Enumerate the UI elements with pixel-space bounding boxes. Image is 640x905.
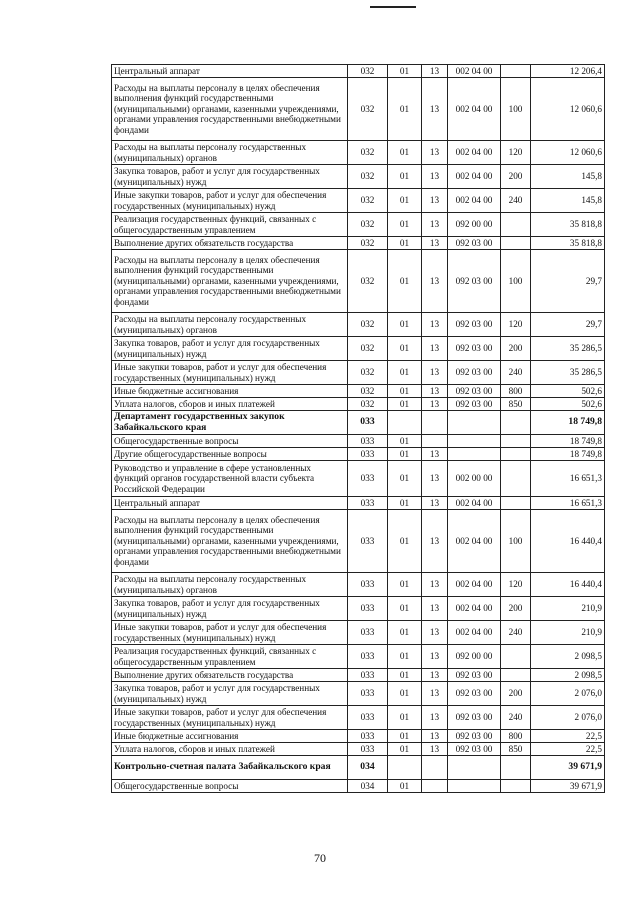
row-rz: 01 (388, 780, 422, 793)
row-rz: 01 (388, 337, 422, 361)
row-ved: 033 (348, 706, 388, 730)
row-vr: 200 (501, 337, 531, 361)
table-row (112, 78, 605, 141)
row-rz: 01 (388, 669, 422, 682)
row-vr (501, 65, 531, 78)
row-csr: 002 04 00 (448, 165, 501, 189)
top-rule (370, 6, 416, 8)
row-name: Иные бюджетные ассигнования (112, 385, 348, 398)
row-name: Общегосударственные вопросы (112, 780, 348, 793)
table-row (112, 730, 605, 743)
row-name: Иные закупки товаров, работ и услуг для обеспечения государственных (муниципальных) нужд (112, 621, 348, 645)
row-name: Выполнение других обязательств государства (112, 669, 348, 682)
row-csr: 092 03 00 (448, 398, 501, 411)
row-rz: 01 (388, 213, 422, 237)
row-amount: 2 098,5 (531, 645, 605, 669)
row-vr: 800 (501, 730, 531, 743)
row-csr: 092 00 00 (448, 645, 501, 669)
row-csr: 002 04 00 (448, 189, 501, 213)
row-csr (448, 435, 501, 448)
row-rz: 01 (388, 621, 422, 645)
row-pr: 13 (422, 313, 448, 337)
row-ved: 033 (348, 573, 388, 597)
row-rz: 01 (388, 78, 422, 141)
row-vr (501, 237, 531, 250)
row-ved: 033 (348, 411, 388, 435)
row-pr: 13 (422, 398, 448, 411)
row-ved: 033 (348, 621, 388, 645)
row-vr (501, 213, 531, 237)
row-pr: 13 (422, 65, 448, 78)
row-rz: 01 (388, 510, 422, 573)
row-ved: 032 (348, 361, 388, 385)
row-pr: 13 (422, 337, 448, 361)
row-amount: 35 286,5 (531, 361, 605, 385)
row-rz: 01 (388, 435, 422, 448)
row-rz: 01 (388, 313, 422, 337)
row-ved: 032 (348, 385, 388, 398)
row-amount: 210,9 (531, 621, 605, 645)
row-ved: 033 (348, 645, 388, 669)
row-vr: 100 (501, 250, 531, 313)
row-amount: 18 749,8 (531, 435, 605, 448)
row-csr: 002 04 00 (448, 597, 501, 621)
row-amount: 18 749,8 (531, 448, 605, 461)
row-name: Центральный аппарат (112, 497, 348, 510)
row-csr: 092 03 00 (448, 361, 501, 385)
row-pr: 13 (422, 573, 448, 597)
row-csr: 092 03 00 (448, 682, 501, 706)
row-ved: 033 (348, 435, 388, 448)
row-csr: 092 00 00 (448, 213, 501, 237)
table-row (112, 448, 605, 461)
table-row (112, 337, 605, 361)
row-csr: 002 04 00 (448, 65, 501, 78)
table-row (112, 645, 605, 669)
row-amount: 2 098,5 (531, 669, 605, 682)
row-pr: 13 (422, 597, 448, 621)
row-amount: 12 206,4 (531, 65, 605, 78)
row-pr: 13 (422, 510, 448, 573)
row-vr: 240 (501, 621, 531, 645)
row-vr: 850 (501, 743, 531, 756)
row-name: Реализация государственных функций, связанных с общегосударственным управлением (112, 213, 348, 237)
row-amount: 39 671,9 (531, 756, 605, 780)
table-row (112, 621, 605, 645)
row-ved: 033 (348, 461, 388, 497)
row-csr: 092 03 00 (448, 730, 501, 743)
row-vr: 240 (501, 706, 531, 730)
row-amount: 16 651,3 (531, 497, 605, 510)
row-rz: 01 (388, 237, 422, 250)
row-amount: 2 076,0 (531, 682, 605, 706)
row-name: Закупка товаров, работ и услуг для государственных (муниципальных) нужд (112, 597, 348, 621)
row-csr: 092 03 00 (448, 250, 501, 313)
row-vr (501, 756, 531, 780)
row-ved: 032 (348, 189, 388, 213)
row-pr: 13 (422, 141, 448, 165)
row-rz: 01 (388, 597, 422, 621)
row-ved: 032 (348, 313, 388, 337)
row-vr (501, 645, 531, 669)
row-pr: 13 (422, 78, 448, 141)
row-ved: 032 (348, 237, 388, 250)
row-name: Расходы на выплаты персоналу государственных (муниципальных) органов (112, 573, 348, 597)
table-row (112, 756, 605, 780)
row-rz: 01 (388, 461, 422, 497)
row-name: Другие общегосударственные вопросы (112, 448, 348, 461)
row-rz: 01 (388, 448, 422, 461)
row-name: Закупка товаров, работ и услуг для государственных (муниципальных) нужд (112, 682, 348, 706)
row-csr: 092 03 00 (448, 706, 501, 730)
row-vr (501, 497, 531, 510)
row-vr: 100 (501, 510, 531, 573)
row-pr: 13 (422, 165, 448, 189)
table-row (112, 669, 605, 682)
row-csr: 092 03 00 (448, 669, 501, 682)
row-csr: 002 04 00 (448, 497, 501, 510)
row-name: Уплата налогов, сборов и иных платежей (112, 398, 348, 411)
row-name: Центральный аппарат (112, 65, 348, 78)
row-vr (501, 435, 531, 448)
row-pr (422, 756, 448, 780)
row-amount: 2 076,0 (531, 706, 605, 730)
row-csr: 002 04 00 (448, 573, 501, 597)
row-ved: 033 (348, 497, 388, 510)
row-pr: 13 (422, 743, 448, 756)
row-csr (448, 448, 501, 461)
row-ved: 033 (348, 669, 388, 682)
row-pr: 13 (422, 213, 448, 237)
row-amount: 35 818,8 (531, 213, 605, 237)
row-rz: 01 (388, 398, 422, 411)
table-row (112, 65, 605, 78)
row-vr (501, 411, 531, 435)
row-csr: 092 03 00 (448, 385, 501, 398)
row-csr: 002 04 00 (448, 78, 501, 141)
row-name: Иные бюджетные ассигнования (112, 730, 348, 743)
row-pr: 13 (422, 645, 448, 669)
row-amount: 145,8 (531, 189, 605, 213)
row-ved: 032 (348, 65, 388, 78)
row-name: Закупка товаров, работ и услуг для государственных (муниципальных) нужд (112, 337, 348, 361)
row-rz: 01 (388, 682, 422, 706)
row-amount: 18 749,8 (531, 411, 605, 435)
table-row (112, 213, 605, 237)
row-rz (388, 411, 422, 435)
row-name: Расходы на выплаты персоналу в целях обеспечения выполнения функций государственными (муниципальными) органами, казенными учреждениями, органами управления государственными внебюджетными фондами (112, 250, 348, 313)
table-body (112, 65, 605, 793)
row-name: Департамент государственных закупок Забайкальского края (112, 411, 348, 435)
table-row (112, 189, 605, 213)
row-vr (501, 461, 531, 497)
row-vr (501, 448, 531, 461)
table-row (112, 510, 605, 573)
row-csr: 002 00 00 (448, 461, 501, 497)
row-vr: 100 (501, 78, 531, 141)
row-pr: 13 (422, 385, 448, 398)
row-csr: 092 03 00 (448, 743, 501, 756)
row-csr: 002 04 00 (448, 621, 501, 645)
table-row (112, 743, 605, 756)
row-csr (448, 411, 501, 435)
row-amount: 35 286,5 (531, 337, 605, 361)
row-ved: 033 (348, 682, 388, 706)
table-row (112, 497, 605, 510)
row-pr (422, 780, 448, 793)
row-pr (422, 411, 448, 435)
row-pr: 13 (422, 189, 448, 213)
row-amount: 502,6 (531, 385, 605, 398)
row-ved: 032 (348, 165, 388, 189)
row-name: Руководство и управление в сфере установленных функций органов государственной власти субъекта Российской Федерации (112, 461, 348, 497)
row-amount: 502,6 (531, 398, 605, 411)
row-amount: 16 440,4 (531, 573, 605, 597)
row-amount: 39 671,9 (531, 780, 605, 793)
row-rz: 01 (388, 250, 422, 313)
row-rz: 01 (388, 743, 422, 756)
row-name: Расходы на выплаты персоналу в целях обеспечения выполнения функций государственными (муниципальными) органами, казенными учреждениями, органами управления государственными внебюджетными фондами (112, 510, 348, 573)
table-row (112, 398, 605, 411)
table-row (112, 237, 605, 250)
row-pr: 13 (422, 461, 448, 497)
row-rz (388, 756, 422, 780)
row-name: Иные закупки товаров, работ и услуг для обеспечения государственных (муниципальных) нужд (112, 189, 348, 213)
row-rz: 01 (388, 573, 422, 597)
row-pr: 13 (422, 669, 448, 682)
row-csr (448, 756, 501, 780)
row-name: Общегосударственные вопросы (112, 435, 348, 448)
row-amount: 29,7 (531, 250, 605, 313)
row-pr: 13 (422, 621, 448, 645)
row-csr: 092 03 00 (448, 313, 501, 337)
row-ved: 034 (348, 780, 388, 793)
row-rz: 01 (388, 361, 422, 385)
table-row (112, 435, 605, 448)
row-vr: 200 (501, 165, 531, 189)
page-number: 70 (314, 851, 326, 865)
row-rz: 01 (388, 189, 422, 213)
row-pr: 13 (422, 448, 448, 461)
row-ved: 033 (348, 597, 388, 621)
row-rz: 01 (388, 165, 422, 189)
row-pr: 13 (422, 497, 448, 510)
row-pr: 13 (422, 730, 448, 743)
table-row (112, 385, 605, 398)
row-ved: 032 (348, 141, 388, 165)
row-csr: 002 04 00 (448, 141, 501, 165)
row-amount: 12 060,6 (531, 78, 605, 141)
row-name: Расходы на выплаты персоналу в целях обеспечения выполнения функций государственными (муниципальными) органами, казенными учреждениями, органами управления государственными внебюджетными фондами (112, 78, 348, 141)
row-ved: 032 (348, 398, 388, 411)
row-vr (501, 669, 531, 682)
table-row (112, 573, 605, 597)
table-row (112, 313, 605, 337)
row-ved: 032 (348, 213, 388, 237)
row-vr: 120 (501, 313, 531, 337)
row-vr: 200 (501, 597, 531, 621)
row-name: Реализация государственных функций, связанных с общегосударственным управлением (112, 645, 348, 669)
row-name: Расходы на выплаты персоналу государственных (муниципальных) органов (112, 141, 348, 165)
row-vr: 120 (501, 141, 531, 165)
row-vr: 850 (501, 398, 531, 411)
row-csr: 092 03 00 (448, 337, 501, 361)
row-vr: 240 (501, 189, 531, 213)
row-name: Иные закупки товаров, работ и услуг для обеспечения государственных (муниципальных) нужд (112, 706, 348, 730)
row-vr: 120 (501, 573, 531, 597)
row-amount: 29,7 (531, 313, 605, 337)
row-rz: 01 (388, 497, 422, 510)
row-rz: 01 (388, 706, 422, 730)
row-pr: 13 (422, 682, 448, 706)
row-vr: 200 (501, 682, 531, 706)
row-amount: 22,5 (531, 743, 605, 756)
row-name: Уплата налогов, сборов и иных платежей (112, 743, 348, 756)
row-ved: 033 (348, 510, 388, 573)
row-pr: 13 (422, 361, 448, 385)
table-row (112, 165, 605, 189)
row-pr: 13 (422, 706, 448, 730)
table-row (112, 461, 605, 497)
row-name: Контрольно-счетная палата Забайкальского края (112, 756, 348, 780)
row-rz: 01 (388, 730, 422, 743)
row-pr (422, 435, 448, 448)
row-ved: 034 (348, 756, 388, 780)
row-amount: 12 060,6 (531, 141, 605, 165)
row-name: Иные закупки товаров, работ и услуг для обеспечения государственных (муниципальных) нужд (112, 361, 348, 385)
row-csr (448, 780, 501, 793)
table-row (112, 682, 605, 706)
row-ved: 032 (348, 250, 388, 313)
table-row (112, 780, 605, 793)
row-vr (501, 780, 531, 793)
row-ved: 033 (348, 743, 388, 756)
row-amount: 145,8 (531, 165, 605, 189)
table-row (112, 706, 605, 730)
row-ved: 032 (348, 78, 388, 141)
row-ved: 033 (348, 730, 388, 743)
row-amount: 16 651,3 (531, 461, 605, 497)
row-ved: 032 (348, 337, 388, 361)
row-rz: 01 (388, 141, 422, 165)
row-rz: 01 (388, 645, 422, 669)
row-csr: 002 04 00 (448, 510, 501, 573)
table-row (112, 141, 605, 165)
row-amount: 16 440,4 (531, 510, 605, 573)
row-name: Расходы на выплаты персоналу государственных (муниципальных) органов (112, 313, 348, 337)
row-amount: 22,5 (531, 730, 605, 743)
table-row (112, 411, 605, 435)
table-row (112, 361, 605, 385)
budget-table (111, 64, 605, 793)
row-pr: 13 (422, 250, 448, 313)
row-name: Выполнение других обязательств государства (112, 237, 348, 250)
row-rz: 01 (388, 65, 422, 78)
row-pr: 13 (422, 237, 448, 250)
row-ved: 033 (348, 448, 388, 461)
row-name: Закупка товаров, работ и услуг для государственных (муниципальных) нужд (112, 165, 348, 189)
row-vr: 800 (501, 385, 531, 398)
row-amount: 35 818,8 (531, 237, 605, 250)
row-amount: 210,9 (531, 597, 605, 621)
row-csr: 092 03 00 (448, 237, 501, 250)
table-row (112, 250, 605, 313)
row-vr: 240 (501, 361, 531, 385)
row-rz: 01 (388, 385, 422, 398)
table-row (112, 597, 605, 621)
